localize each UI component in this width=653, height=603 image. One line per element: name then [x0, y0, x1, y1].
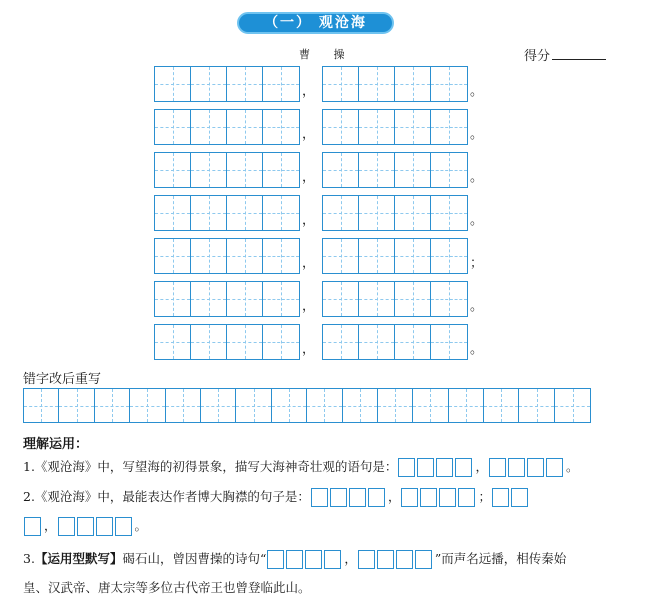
answer-boxes[interactable] [311, 488, 387, 507]
writing-cell[interactable] [191, 196, 227, 230]
comma: ， [344, 551, 357, 566]
poem-line-grid[interactable] [154, 324, 300, 360]
writing-cell[interactable] [263, 153, 299, 187]
writing-cell[interactable] [431, 239, 467, 273]
poem-end-punct: 。 [470, 170, 484, 185]
answer-boxes[interactable] [24, 517, 43, 536]
poem-end-punct: 。 [470, 213, 484, 228]
question-3-text: 碣石山，曾因曹操的诗句“ [122, 551, 267, 566]
poem-line-grid[interactable] [322, 238, 468, 274]
writing-cell[interactable] [378, 389, 413, 422]
comma: ， [387, 489, 401, 504]
poem-author: 曹 操 [299, 48, 355, 61]
writing-cell[interactable] [227, 67, 263, 101]
writing-cell[interactable] [155, 325, 191, 359]
period: 。 [134, 518, 148, 533]
writing-cell[interactable] [359, 153, 395, 187]
writing-cell[interactable] [449, 389, 484, 422]
writing-cell[interactable] [263, 196, 299, 230]
writing-cell[interactable] [227, 282, 263, 316]
writing-cell[interactable] [359, 67, 395, 101]
writing-cell[interactable] [431, 196, 467, 230]
period: 。 [565, 459, 579, 474]
writing-cell[interactable] [263, 325, 299, 359]
writing-cell[interactable] [191, 325, 227, 359]
writing-cell[interactable] [323, 67, 359, 101]
writing-cell[interactable] [395, 153, 431, 187]
writing-cell[interactable] [359, 325, 395, 359]
writing-cell[interactable] [155, 282, 191, 316]
question-3-line2: 皇、汉武帝、唐太宗等多位古代帝王也曾登临此山。 [23, 580, 311, 595]
poem-line-grid[interactable] [154, 109, 300, 145]
writing-cell[interactable] [395, 110, 431, 144]
poem-line-grid[interactable] [154, 238, 300, 274]
poem-end-punct: 。 [470, 127, 484, 142]
question-3-text-cont: ”而声名远播，相传秦始 [434, 551, 567, 566]
writing-cell[interactable] [343, 389, 378, 422]
writing-cell[interactable] [323, 110, 359, 144]
writing-cell[interactable] [323, 196, 359, 230]
poem-line-grid[interactable] [154, 66, 300, 102]
writing-cell[interactable] [191, 110, 227, 144]
writing-cell[interactable] [413, 389, 448, 422]
writing-cell[interactable] [227, 239, 263, 273]
answer-boxes[interactable] [398, 458, 474, 477]
writing-cell[interactable] [323, 282, 359, 316]
poem-comma: ， [302, 84, 316, 99]
poem-line-grid[interactable] [322, 324, 468, 360]
poem-end-punct: ； [470, 256, 484, 271]
writing-cell[interactable] [227, 110, 263, 144]
poem-comma: ， [302, 170, 316, 185]
writing-cell[interactable] [263, 239, 299, 273]
writing-cell[interactable] [191, 153, 227, 187]
poem-line-grid[interactable] [322, 66, 468, 102]
poem-line-grid[interactable] [322, 152, 468, 188]
writing-cell[interactable] [431, 282, 467, 316]
section-heading: 理解运用： [23, 437, 89, 452]
writing-cell[interactable] [484, 389, 519, 422]
score-label: 得分 [524, 49, 551, 64]
answer-boxes[interactable] [267, 550, 343, 569]
question-3 [23, 549, 566, 569]
writing-cell[interactable] [155, 196, 191, 230]
question-2 [23, 487, 531, 507]
writing-cell[interactable] [431, 110, 467, 144]
poem-comma: ， [302, 299, 316, 314]
writing-cell[interactable] [155, 153, 191, 187]
writing-cell[interactable] [191, 239, 227, 273]
poem-line-grid[interactable] [154, 152, 300, 188]
question-3-tag: 【运用型默写】 [34, 551, 123, 566]
comma: ， [475, 459, 488, 474]
writing-cell[interactable] [236, 389, 271, 422]
semicolon: ； [478, 489, 491, 504]
rewrite-grid[interactable] [23, 388, 591, 423]
writing-cell[interactable] [359, 239, 395, 273]
writing-cell[interactable] [395, 67, 431, 101]
writing-cell[interactable] [263, 282, 299, 316]
writing-cell[interactable] [431, 153, 467, 187]
answer-boxes[interactable] [58, 517, 134, 536]
writing-cell[interactable] [431, 67, 467, 101]
poem-line-grid[interactable] [154, 195, 300, 231]
score-field [524, 45, 606, 64]
answer-boxes[interactable] [358, 550, 434, 569]
poem-comma: ， [302, 342, 316, 357]
writing-cell[interactable] [227, 196, 263, 230]
poem-line-grid[interactable] [322, 109, 468, 145]
writing-cell[interactable] [191, 282, 227, 316]
question-3-number: 3. [23, 551, 35, 566]
writing-cell[interactable] [227, 325, 263, 359]
writing-cell[interactable] [166, 389, 201, 422]
writing-cell[interactable] [227, 153, 263, 187]
poem-end-punct: 。 [470, 342, 484, 357]
answer-boxes[interactable] [489, 458, 565, 477]
writing-cell[interactable] [191, 67, 227, 101]
writing-cell[interactable] [323, 325, 359, 359]
writing-cell[interactable] [395, 239, 431, 273]
writing-cell[interactable] [431, 325, 467, 359]
writing-cell[interactable] [519, 389, 554, 422]
question-2-cont [23, 516, 147, 536]
writing-cell[interactable] [272, 389, 307, 422]
rewrite-label: 错字改后重写 [23, 372, 102, 387]
writing-cell[interactable] [155, 110, 191, 144]
writing-cell[interactable] [359, 282, 395, 316]
poem-end-punct: 。 [470, 299, 484, 314]
answer-boxes[interactable] [492, 488, 530, 507]
writing-cell[interactable] [263, 67, 299, 101]
section-title-badge: （一） 观沧海 [237, 12, 394, 34]
writing-cell[interactable] [263, 110, 299, 144]
writing-cell[interactable] [395, 196, 431, 230]
question-1-text: 1.《观沧海》中，写望海的初得景象，描写大海神奇壮观的语句是： [23, 459, 398, 474]
writing-cell[interactable] [395, 282, 431, 316]
poem-line-grid[interactable] [322, 281, 468, 317]
answer-boxes[interactable] [401, 488, 477, 507]
writing-cell[interactable] [323, 239, 359, 273]
poem-end-punct: 。 [470, 84, 484, 99]
writing-cell[interactable] [359, 196, 395, 230]
writing-cell[interactable] [130, 389, 165, 422]
writing-cell[interactable] [24, 389, 59, 422]
writing-cell[interactable] [95, 389, 130, 422]
poem-line-grid[interactable] [154, 281, 300, 317]
poem-comma: ， [302, 127, 316, 142]
poem-line-grid[interactable] [322, 195, 468, 231]
question-1 [23, 457, 578, 477]
comma: ， [44, 518, 57, 533]
poem-comma: ， [302, 256, 316, 271]
writing-cell[interactable] [395, 325, 431, 359]
writing-cell[interactable] [155, 67, 191, 101]
poem-comma: ， [302, 213, 316, 228]
writing-cell[interactable] [323, 153, 359, 187]
writing-cell[interactable] [155, 239, 191, 273]
question-2-text: 2.《观沧海》中，最能表达作者博大胸襟的句子是： [23, 489, 310, 504]
writing-cell[interactable] [359, 110, 395, 144]
writing-cell[interactable] [555, 389, 590, 422]
writing-cell[interactable] [59, 389, 94, 422]
writing-cell[interactable] [201, 389, 236, 422]
writing-cell[interactable] [307, 389, 342, 422]
score-blank[interactable] [552, 47, 606, 60]
